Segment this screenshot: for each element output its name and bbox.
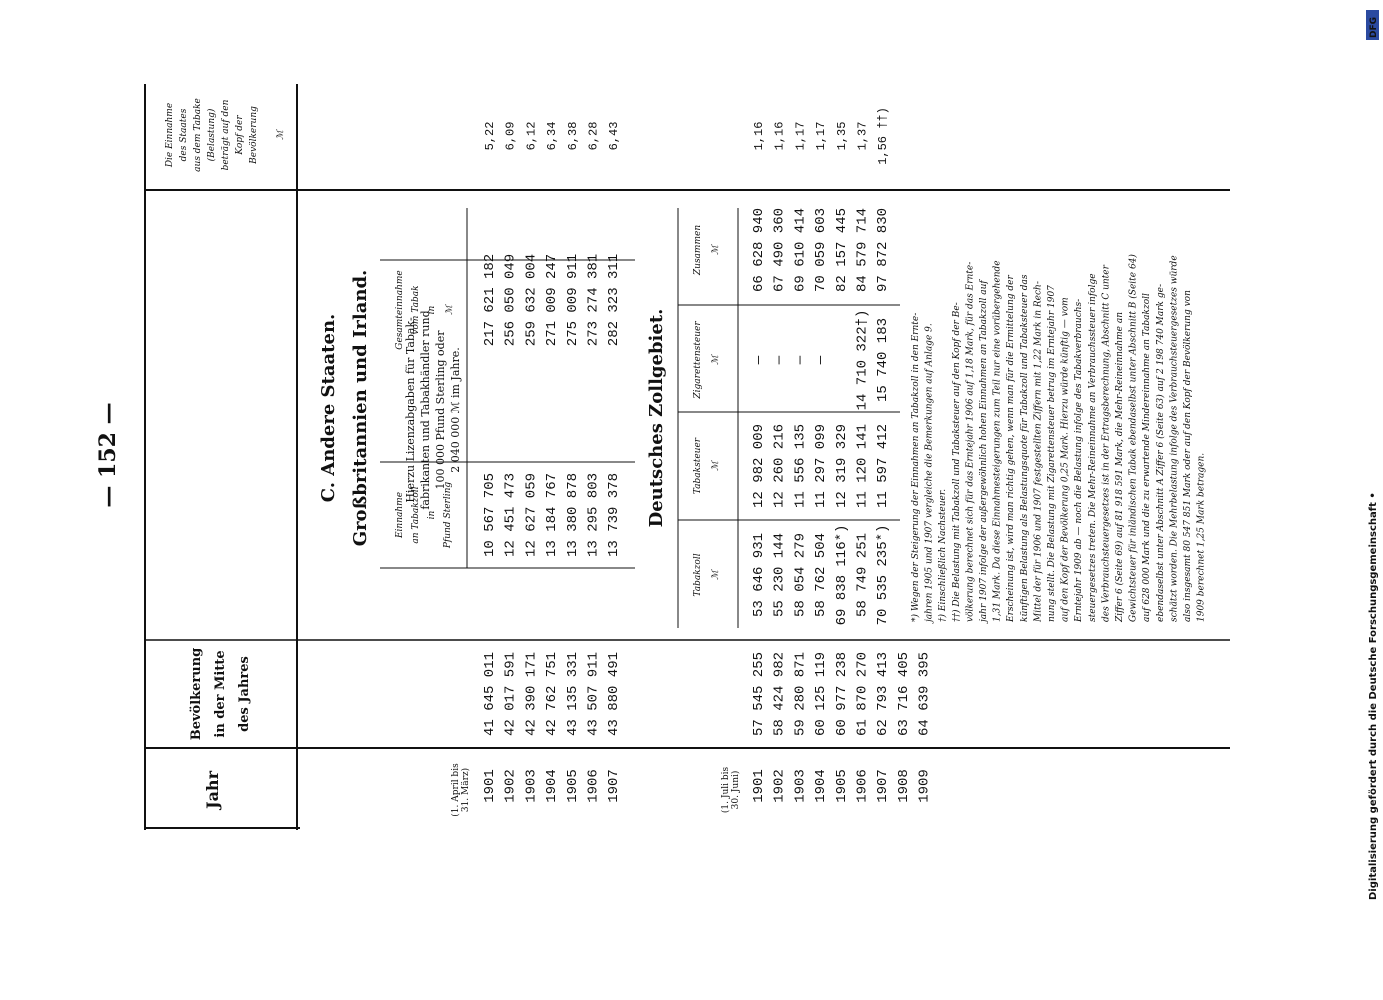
svg-text:100 000 Pfund Sterling oder: 100 000 Pfund Sterling oder xyxy=(434,330,447,490)
population-cell: 60 977 238 xyxy=(833,651,850,737)
zusammen-cell: 66 628 940 xyxy=(751,207,767,293)
zoll-cell: 10 567 705 xyxy=(482,472,498,558)
gesamt-cell: 282 323 311 xyxy=(606,253,623,347)
tabakzoll-cell: 55 230 144 xyxy=(771,532,788,618)
svg-text:(1. April bis: (1. April bis xyxy=(451,763,461,817)
per-head-cell: 1,17 xyxy=(793,121,808,151)
svg-text:(Belastung): (Belastung) xyxy=(207,108,217,162)
footnote-line: ebendaselbst unter Abschnitt A Ziffer 6 (Seite 63) auf 2 198 740 Mark ge- xyxy=(1155,283,1166,622)
gesamt-cell: 259 632 004 xyxy=(523,253,540,347)
zoll-cell: 12 627 059 xyxy=(523,472,540,558)
footnote-line: steuergesetzes treten. Die Mehr-Reineinnahme an Verbrauchssteuer infolge xyxy=(1087,273,1098,622)
zusammen-cell: 67 490 360 xyxy=(771,207,788,293)
zusammen-cell: 70 059 603 xyxy=(813,207,830,293)
zoll-cell: 13 295 803 xyxy=(585,472,602,558)
svg-text:in: in xyxy=(427,305,437,315)
population-cell: 43 507 911 xyxy=(585,651,602,737)
svg-text:fabrikanten und Tabakhändler r: fabrikanten und Tabakhändler rund xyxy=(419,310,432,510)
gesamt-cell: 275 009 911 xyxy=(564,253,581,347)
population-cell: 43 880 491 xyxy=(606,651,623,737)
zigarettensteuer-cell: 14 710 322†) xyxy=(854,309,871,411)
year-cell: 1903 xyxy=(523,769,540,803)
header-year: Jahr xyxy=(203,771,222,809)
footnote-line: jahren 1905 und 1907 vergleiche die Bemerkungen auf Anlage 9. xyxy=(924,323,935,622)
tabaksteuer-cell: 11 297 099 xyxy=(813,423,830,509)
footnote-line: 1,31 Mark. Da diese Einnahmesteigerungen zum Teil nur eine vorübergehende xyxy=(992,260,1003,622)
gesamt-cell: 217 621 182 xyxy=(482,253,498,347)
section-c-period xyxy=(450,763,471,817)
page-number: — 152 — xyxy=(95,402,121,508)
svg-text:des Staates: des Staates xyxy=(179,108,189,162)
zusammen-cell: 82 157 445 xyxy=(833,207,850,293)
footnote-line: völkerung berechnet sich für das Erntejahr 1906 auf 1,18 Mark, für das Ernte- xyxy=(965,261,976,622)
zusammen-cell: 69 610 414 xyxy=(792,207,809,293)
per-head-cell: 5,22 xyxy=(483,121,497,151)
tabakzoll-cell: 70 535 235*) xyxy=(875,524,892,626)
zigarettensteuer-cell: — xyxy=(751,355,767,365)
footnote-line: Gewichtsteuer für inländischen Tabak ebendaselbst unter Abschnitt B (Seite 64) xyxy=(1128,254,1139,622)
year-cell: 1907 xyxy=(606,769,623,803)
zoll-cell: 13 184 767 xyxy=(544,472,561,558)
tabaksteuer-cell: 11 597 412 xyxy=(875,423,892,509)
per-head-cell: 6,38 xyxy=(565,121,580,151)
per-head-cell: 6,28 xyxy=(586,121,601,151)
per-head-cell: 1,56 ††) xyxy=(876,107,891,165)
svg-text:in: in xyxy=(427,510,437,520)
footnote-line: Ziffer 6 (Seite 69) auf 81 918 591 Mark, die Mehr-Reineinnahme an xyxy=(1115,311,1125,622)
svg-text:Zigarettensteuer: Zigarettensteuer xyxy=(693,321,703,399)
population-cell: 57 545 255 xyxy=(751,651,767,737)
tabakzoll-cell: 58 762 504 xyxy=(813,532,830,618)
svg-text:(1. Juli bis: (1. Juli bis xyxy=(721,766,731,814)
svg-text:DFG: DFG xyxy=(1369,16,1379,38)
svg-text:ℳ: ℳ xyxy=(711,461,721,471)
tabaksteuer-cell: 12 319 329 xyxy=(833,423,850,509)
per-head-cell: 1,16 xyxy=(772,121,787,151)
tabakzoll-cell: 58 054 279 xyxy=(792,532,809,618)
svg-text:Pfund Sterling: Pfund Sterling xyxy=(443,481,453,549)
zoll-cell: 12 451 473 xyxy=(502,472,519,558)
section-c-subtitle: Großbritannien und Irland. xyxy=(350,269,371,547)
per-head-cell: 1,35 xyxy=(834,121,849,151)
footnote-line: 1909 berechnet 1,25 Mark betragen. xyxy=(1196,452,1207,622)
zoll-cell: 13 380 878 xyxy=(564,472,581,558)
per-head-cell: 1,37 xyxy=(855,121,870,151)
footnote-line: Erntejahr 1909 ab — noch die Belastung infolge des Tabakverbrauchs- xyxy=(1074,298,1085,622)
zusammen-cell: 84 579 714 xyxy=(854,207,871,293)
population-cell: 60 125 119 xyxy=(813,651,830,737)
svg-text:ℳ: ℳ xyxy=(711,355,721,365)
year-cell: 1902 xyxy=(771,769,788,803)
footnote-line: künftigen Belastung als Belastungsquote für Tabakzoll und Tabaksteuer das xyxy=(1019,274,1030,622)
population-cell: 61 870 270 xyxy=(854,651,871,737)
year-cell: 1903 xyxy=(792,769,809,803)
dfg-logo xyxy=(1366,10,1379,40)
per-head-cell: 6,12 xyxy=(524,121,539,151)
svg-text:Kopf der: Kopf der xyxy=(235,115,245,155)
svg-text:vom Tabak: vom Tabak xyxy=(411,285,421,335)
population-cell: 42 390 171 xyxy=(523,651,540,737)
svg-text:2 040 000 ℳ im Jahre.: 2 040 000 ℳ im Jahre. xyxy=(449,347,462,473)
section-d-period xyxy=(720,767,741,814)
footnote-line: auf 628 000 Mark und die zu erwartende Mindereinnahme an Tabakzoll xyxy=(1142,293,1153,622)
gesamt-cell: 273 274 381 xyxy=(585,253,602,347)
svg-text:Gesamteinnahme: Gesamteinnahme xyxy=(395,270,405,350)
tabaksteuer-cell: 12 260 216 xyxy=(771,423,788,509)
per-head-cell: 1,16 xyxy=(752,121,766,151)
tabaksteuer-cell: 12 982 009 xyxy=(751,423,767,509)
header-population xyxy=(189,648,252,741)
tabaksteuer-cell: 11 120 141 xyxy=(854,423,871,509)
svg-text:31. März): 31. März) xyxy=(461,767,471,813)
zigarettensteuer-cell: 15 740 183 xyxy=(875,317,892,403)
year-cell: 1905 xyxy=(564,769,581,803)
svg-text:Tabaksteuer: Tabaksteuer xyxy=(693,437,703,495)
svg-text:des Jahres: des Jahres xyxy=(237,656,252,732)
footnote-line: *) Wegen der Steigerung der Einnahmen an Tabakzoll in den Ernte- xyxy=(911,312,921,622)
footnote-line: Mittel der für 1906 und 1907 festgestellten Ziffern mit 1,22 Mark in Rech- xyxy=(1033,281,1044,622)
zusammen-cell: 97 872 830 xyxy=(875,207,892,293)
zigarettensteuer-cell: — xyxy=(813,355,830,365)
population-cell: 62 793 413 xyxy=(875,651,892,737)
footnote-line: ††) Die Belastung mit Tabakzoll und Tabaksteuer auf den Kopf der Be- xyxy=(951,302,962,622)
population-cell: 41 645 011 xyxy=(482,651,498,737)
svg-text:Bevölkerung: Bevölkerung xyxy=(249,106,259,164)
svg-text:in der Mitte: in der Mitte xyxy=(213,650,228,738)
per-head-cell: 6,09 xyxy=(503,121,518,151)
zoll-cell: 13 739 378 xyxy=(606,472,623,558)
footnote-line: nung stellt. Die Belastung mit Zigarettensteuer betrug im Erntejahr 1907 xyxy=(1047,285,1057,622)
year-cell: 1906 xyxy=(585,769,602,803)
footnote-line: schätzt worden. Die Mehrbelastung infolge des Verbrauchsteuergesetzes würde xyxy=(1169,255,1180,622)
svg-text:aus dem Tabake: aus dem Tabake xyxy=(193,98,203,172)
svg-text:beträgt auf den: beträgt auf den xyxy=(221,99,231,171)
svg-text:Hierzu Lizenzabgaben für Tabak: Hierzu Lizenzabgaben für Tabak- xyxy=(404,317,417,503)
section-d-title: Deutsches Zollgebiet. xyxy=(646,308,667,528)
year-cell: 1908 xyxy=(895,769,912,803)
population-cell: 58 424 982 xyxy=(771,651,788,737)
svg-text:Einnahme: Einnahme xyxy=(395,491,405,539)
per-head-cell: 6,34 xyxy=(545,121,560,151)
gesamt-cell: 256 050 049 xyxy=(502,253,519,347)
tabakzoll-cell: 53 646 931 xyxy=(751,532,767,618)
svg-text:30. Juni): 30. Juni) xyxy=(731,770,741,810)
population-cell: 63 716 405 xyxy=(895,651,912,737)
zigarettensteuer-cell: — xyxy=(771,355,788,365)
footnote-line: also insgesamt 80 547 851 Mark oder auf den Kopf der Bevölkerung von xyxy=(1183,290,1193,622)
tabakzoll-cell: 69 838 116*) xyxy=(833,524,850,626)
year-cell: 1904 xyxy=(544,769,561,803)
year-cell: 1906 xyxy=(854,769,871,803)
svg-text:Die Einnahme: Die Einnahme xyxy=(165,102,175,168)
svg-text:Bevölkerung: Bevölkerung xyxy=(189,647,204,741)
year-cell: 1902 xyxy=(502,769,519,803)
per-head-cell: 6,43 xyxy=(607,121,622,151)
footnote-line: des Verbrauchsteuergesetzes ist in der Ertragsberechnung, Abschnitt C unter xyxy=(1101,265,1112,622)
footnote-line: †) Einschließlich Nachsteuer. xyxy=(938,488,949,622)
population-cell: 59 280 871 xyxy=(792,651,809,737)
footnote-line: auf den Kopf der Bevölkerung 0,25 Mark. Hierzu würde künftig — vom xyxy=(1060,297,1071,622)
population-cell: 64 639 395 xyxy=(916,651,933,737)
year-cell: 1909 xyxy=(916,769,933,803)
tabakzoll-cell: 58 749 251 xyxy=(854,532,871,618)
footnote-line: jahr 1907 infolge der außergewöhnlich hohen Einnahmen an Tabakzoll auf xyxy=(979,280,989,622)
svg-text:Zusammen: Zusammen xyxy=(693,224,703,276)
zigarettensteuer-cell: — xyxy=(792,355,809,365)
year-cell: 1905 xyxy=(833,769,850,803)
population-cell: 43 135 331 xyxy=(564,651,581,737)
year-cell: 1907 xyxy=(875,769,892,803)
svg-text:ℳ: ℳ xyxy=(445,305,455,315)
year-cell: 1904 xyxy=(813,769,830,803)
footnote-line: Erscheinung ist, wird man richtig gehen, wenn man für die Ermittelung der xyxy=(1006,275,1017,622)
section-c-title: C. Andere Staaten. xyxy=(318,313,339,503)
year-cell: 1901 xyxy=(482,769,498,803)
per-head-cell: 1,17 xyxy=(814,121,829,151)
svg-text:Tabakzoll: Tabakzoll xyxy=(693,553,703,597)
population-cell: 42 762 751 xyxy=(544,651,561,737)
year-cell: 1901 xyxy=(751,769,767,803)
gesamt-cell: 271 009 247 xyxy=(544,253,561,347)
svg-text:ℳ: ℳ xyxy=(711,245,721,255)
population-cell: 42 017 591 xyxy=(502,651,519,737)
svg-text:ℳ: ℳ xyxy=(711,570,721,580)
svg-text:ℳ: ℳ xyxy=(276,130,286,140)
dfg-watermark-text: Digitalisierung gefördert durch die Deutsche Forschungsgemeinschaft • xyxy=(1368,492,1379,900)
svg-text:an Tabakzoll: an Tabakzoll xyxy=(411,486,421,544)
tabaksteuer-cell: 11 556 135 xyxy=(792,423,809,509)
